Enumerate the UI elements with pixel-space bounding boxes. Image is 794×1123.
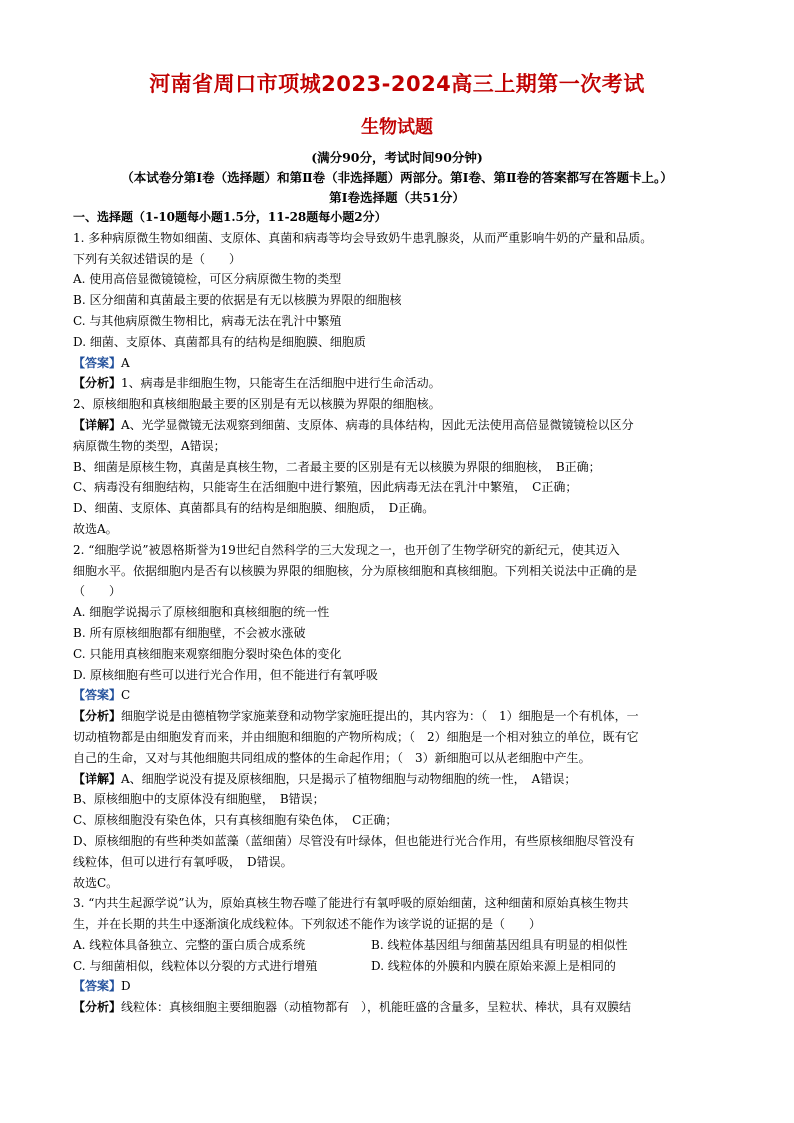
question-2-analysis-3: 自己的生命，又对与其他细胞共同组成的整体的生命起作用；（ 3）新细胞可以从老细胞中产生。 xyxy=(73,750,591,765)
detail-tag: 【详解】 xyxy=(73,771,122,786)
question-3-answer xyxy=(73,976,723,997)
answer-value: C xyxy=(121,688,131,703)
answer-tag: 【答案】 xyxy=(73,355,122,370)
question-1-stem: 1. 多种病原微生物如细菌、支原体、真菌和病毒等均会导致奶牛患乳腺炎，从而严重影响牛奶的产量和品质。 xyxy=(73,230,653,245)
detail-text: A、细胞学说没有提及原核细胞，只是揭示了植物细胞与动物细胞的统一性， A错误； xyxy=(121,771,577,786)
exam-info: (满分90分，考试时间90分钟) xyxy=(311,150,483,165)
question-2-stem-blank: （ ） xyxy=(73,584,122,599)
question-2-detail-2: B、原核细胞中的支原体没有细胞壁， B错误； xyxy=(73,792,325,807)
answer-tag: 【答案】 xyxy=(73,979,122,994)
question-1-analysis-2: 2、原核细胞和真核细胞最主要的区别是有无以核膜为界限的细胞核。 xyxy=(73,397,441,412)
question-3-options-ab xyxy=(73,935,723,956)
question-3-option-a: A. 线粒体具备独立、完整的蛋白质合成系统 xyxy=(73,937,306,952)
analysis-tag: 【分析】 xyxy=(73,1000,122,1015)
question-1-analysis xyxy=(73,373,723,394)
answer-value: A xyxy=(121,355,130,370)
question-2-detail-4: D、原核细胞的有些种类如蓝藻（蓝细菌）尽管没有叶绿体，但也能进行光合作用，有些原核细胞尽管没有 xyxy=(73,833,635,848)
question-3-option-d: D. 线粒体的外膜和内膜在原始来源上是相同的 xyxy=(371,958,616,973)
question-1-detail-3: B、细菌是原核生物，真菌是真核生物，二者最主要的区别是有无以核膜为界限的细胞核， B正确； xyxy=(73,459,601,474)
section-heading: 一、选择题（1-10题每小题1.5分，11-28题每小题2分） xyxy=(73,210,387,224)
question-2-detail-5: 线粒体，但可以进行有氧呼吸， D错误。 xyxy=(73,854,293,869)
question-3-stem: 3. “内共生起源学说”认为，原始真核生物吞噬了能进行有氧呼吸的原始细菌，这种细菌和原始真核生物共 xyxy=(73,896,629,911)
exam-title: 河南省周口市项城2023-2024高三上期第一次考试 xyxy=(149,72,645,96)
analysis-tag: 【分析】 xyxy=(73,376,122,391)
question-3-options-cd xyxy=(73,956,723,977)
analysis-text: 线粒体：真核细胞主要细胞器（动植物都有 ），机能旺盛的含量多，呈粒状、棒状，具有双膜结 xyxy=(121,1000,632,1015)
answer-tag: 【答案】 xyxy=(73,688,122,703)
question-2-stem-cont: 细胞水平。依据细胞内是否有以核膜为界限的细胞核，分为原核细胞和真核细胞。下列相关说法中正确的是 xyxy=(73,563,638,578)
question-content xyxy=(73,207,723,1018)
question-1-option-c: C. 与其他病原微生物相比，病毒无法在乳汁中繁殖 xyxy=(73,313,342,328)
question-2-answer xyxy=(73,685,723,706)
question-1-option-a: A. 使用高倍显微镜镜检，可区分病原微生物的类型 xyxy=(73,272,342,287)
question-2-detail-3: C、原核细胞没有染色体，只有真核细胞有染色体， C正确； xyxy=(73,813,398,828)
question-2-option-d: D. 原核细胞有些可以进行光合作用，但不能进行有氧呼吸 xyxy=(73,667,378,682)
question-1-detail xyxy=(73,415,723,436)
question-3-option-b: B. 线粒体基因组与细菌基因组具有明显的相似性 xyxy=(371,937,628,952)
question-2-analysis xyxy=(73,706,723,727)
question-1-conclusion: 故选A。 xyxy=(73,521,118,536)
question-1-detail-4: C、病毒没有细胞结构，只能寄生在活细胞中进行繁殖，因此病毒无法在乳汁中繁殖， C正确； xyxy=(73,480,578,495)
question-2-option-c: C. 只能用真核细胞来观察细胞分裂时染色体的变化 xyxy=(73,646,342,661)
question-1-detail-2: 病原微生物的类型，A错误； xyxy=(73,438,226,453)
detail-tag: 【详解】 xyxy=(73,417,122,432)
question-3-option-c: C. 与细菌相似，线粒体以分裂的方式进行增殖 xyxy=(73,958,318,973)
analysis-text: 细胞学说是由德植物学家施莱登和动物学家施旺提出的，其内容为：（ 1）细胞是一个有机体，一 xyxy=(121,709,639,724)
exam-subtitle: 生物试题 xyxy=(361,117,433,138)
analysis-text: 1、病毒是非细胞生物，只能寄生在活细胞中进行生命活动。 xyxy=(121,376,441,391)
question-1-option-b: B. 区分细菌和真菌最主要的依据是有无以核膜为界限的细胞核 xyxy=(73,293,402,308)
answer-value: D xyxy=(121,979,131,994)
question-2-option-b: B. 所有原核细胞都有细胞壁，不会被水涨破 xyxy=(73,625,306,640)
question-3-stem-cont: 生，并在长期的共生中逐渐演化成线粒体。下列叙述不能作为该学说的证据的是（ ） xyxy=(73,917,542,932)
question-2-stem: 2. “细胞学说”被恩格斯誉为19世纪自然科学的三大发现之一，也开创了生物学研究的新纪元，使其迈入 xyxy=(73,542,620,557)
question-1-detail-5: D、细菌、支原体、真菌都具有的结构是细胞膜、细胞质， D正确。 xyxy=(73,501,435,516)
question-2-option-a: A. 细胞学说揭示了原核细胞和真核细胞的统一性 xyxy=(73,605,330,620)
question-1-option-d: D. 细菌、支原体、真菌都具有的结构是细胞膜、细胞质 xyxy=(73,334,366,349)
detail-text: A、光学显微镜无法观察到细菌、支原体、病毒的具体结构，因此无法使用高倍显微镜镜检以区分 xyxy=(121,417,634,432)
section-title: 第Ⅰ卷选择题（共51分） xyxy=(329,190,465,205)
question-2-detail xyxy=(73,769,723,790)
exam-note: （本试卷分第Ⅰ卷（选择题）和第Ⅱ卷（非选择题）两部分。第Ⅰ卷、第Ⅱ卷的答案都写在答题卡上。） xyxy=(121,170,673,185)
question-2-conclusion: 故选C。 xyxy=(73,875,119,890)
question-3-analysis xyxy=(73,997,723,1018)
question-1-stem-cont: 下列有关叙述错误的是（ ） xyxy=(73,251,242,266)
question-1-answer xyxy=(73,353,723,374)
analysis-tag: 【分析】 xyxy=(73,709,122,724)
question-2-analysis-2: 切动植物都是由细胞发育而来，并由细胞和细胞的产物所构成；（ 2）细胞是一个相对独立的单位，既有它 xyxy=(73,729,639,744)
